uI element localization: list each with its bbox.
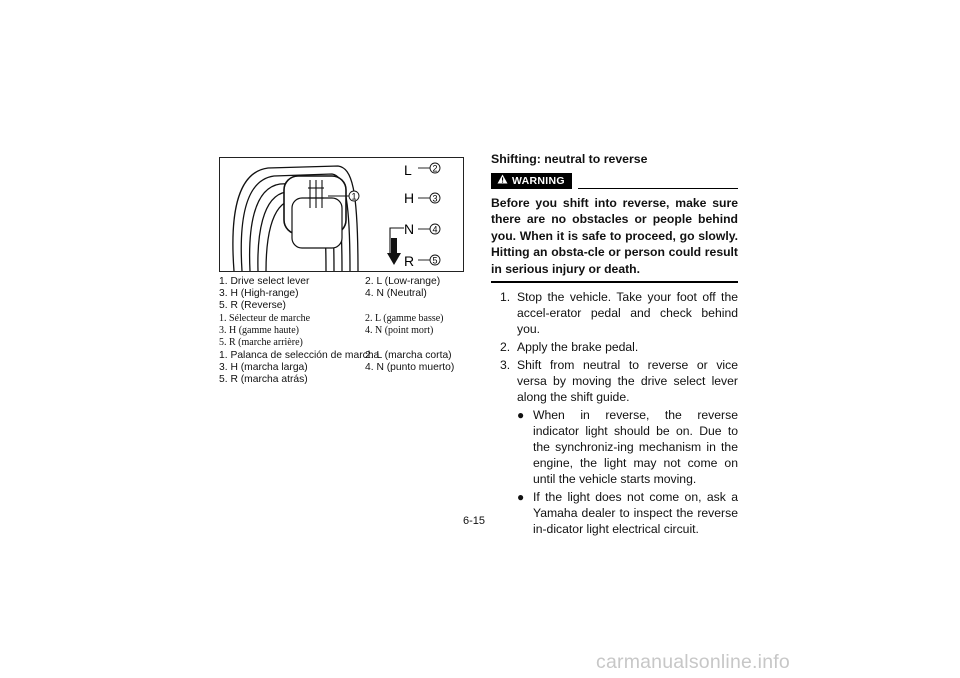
reverse-arrow-icon — [387, 228, 404, 265]
list-item — [491, 339, 738, 355]
step-number: 3. — [500, 358, 511, 373]
legend-english — [219, 276, 469, 313]
warning-triangle-icon — [497, 173, 508, 189]
legend-spanish — [219, 350, 469, 387]
legend-item: 4. N (point mort) — [365, 325, 434, 337]
gear-label-h: H — [404, 190, 415, 206]
callout-2: 2 — [432, 163, 438, 174]
legend-item: 5. R (marcha atrás) — [219, 374, 308, 386]
legend-item: 3. H (gamme haute) — [219, 325, 299, 337]
warning-label: WARNING — [512, 175, 565, 187]
legend-item: 2. L (gamme basse) — [365, 313, 444, 324]
instructions-column — [491, 152, 738, 539]
legend-item: 3. H (marcha larga) — [219, 362, 308, 374]
callout-5: 5 — [432, 255, 438, 266]
warning-text: Before you shift into reverse, make sure there are no obstacles or people behind you. When it is safe to proceed, go slowly. Hitting an obsta-cle or person could result in serious injury or death. — [491, 195, 738, 283]
watermark: carmanualsonline.info — [596, 651, 790, 673]
bullet-item — [517, 407, 738, 487]
bullet-icon: ● — [517, 490, 525, 505]
divider — [578, 188, 738, 189]
gear-label-l: L — [404, 162, 412, 178]
section-heading: Shifting: neutral to reverse — [491, 152, 648, 166]
legend-item: 1. Palanca de selección de marcha — [219, 350, 380, 361]
legend-item: 3. H (High-range) — [219, 288, 299, 300]
bullet-item — [517, 489, 738, 537]
list-item — [491, 357, 738, 405]
gear-label-n: N — [404, 221, 415, 237]
step-number: 2. — [500, 340, 511, 355]
bullet-icon: ● — [517, 408, 525, 423]
warning-header — [491, 173, 738, 189]
list-item — [491, 289, 738, 337]
warning-badge — [491, 173, 572, 189]
shift-lever-illustration — [220, 158, 463, 271]
bullet-text: If the light does not come on, ask a Yamaha dealer to inspect the reverse in-dicator light electrical circuit. — [533, 490, 738, 537]
legend-french — [219, 313, 469, 350]
drive-select-lever-figure — [219, 157, 464, 272]
legend-item: 4. N (punto muerto) — [365, 362, 455, 374]
legend-item: 5. R (marche arrière) — [219, 337, 303, 349]
legend-item: 1. Sélecteur de marche — [219, 313, 311, 324]
gear-label-r: R — [404, 253, 415, 269]
step-number: 1. — [500, 290, 511, 305]
callout-4: 4 — [432, 224, 438, 235]
legend-item: 5. R (Reverse) — [219, 300, 286, 312]
legend-item: 2. L (Low-range) — [365, 276, 441, 287]
callout-3: 3 — [432, 193, 438, 204]
step-text: Stop the vehicle. Take your foot off the accel-erator pedal and check behind you. — [517, 290, 738, 337]
legend-item: 4. N (Neutral) — [365, 288, 427, 300]
page-number: 6-15 — [463, 515, 486, 527]
bullet-text: When in reverse, the reverse indicator light should be on. Due to the synchroniz-ing mechanism in the engine, the light may not come on until the vehicle starts moving. — [533, 408, 738, 487]
legend-item: 2. L (marcha corta) — [365, 350, 452, 361]
steps-list — [491, 289, 738, 537]
legend-item: 1. Drive select lever — [219, 276, 310, 287]
callout-1: 1 — [351, 191, 357, 202]
step-text: Shift from neutral to reverse or vice versa by moving the drive select lever along the shift guide. — [517, 358, 738, 405]
step-text: Apply the brake pedal. — [517, 340, 639, 355]
